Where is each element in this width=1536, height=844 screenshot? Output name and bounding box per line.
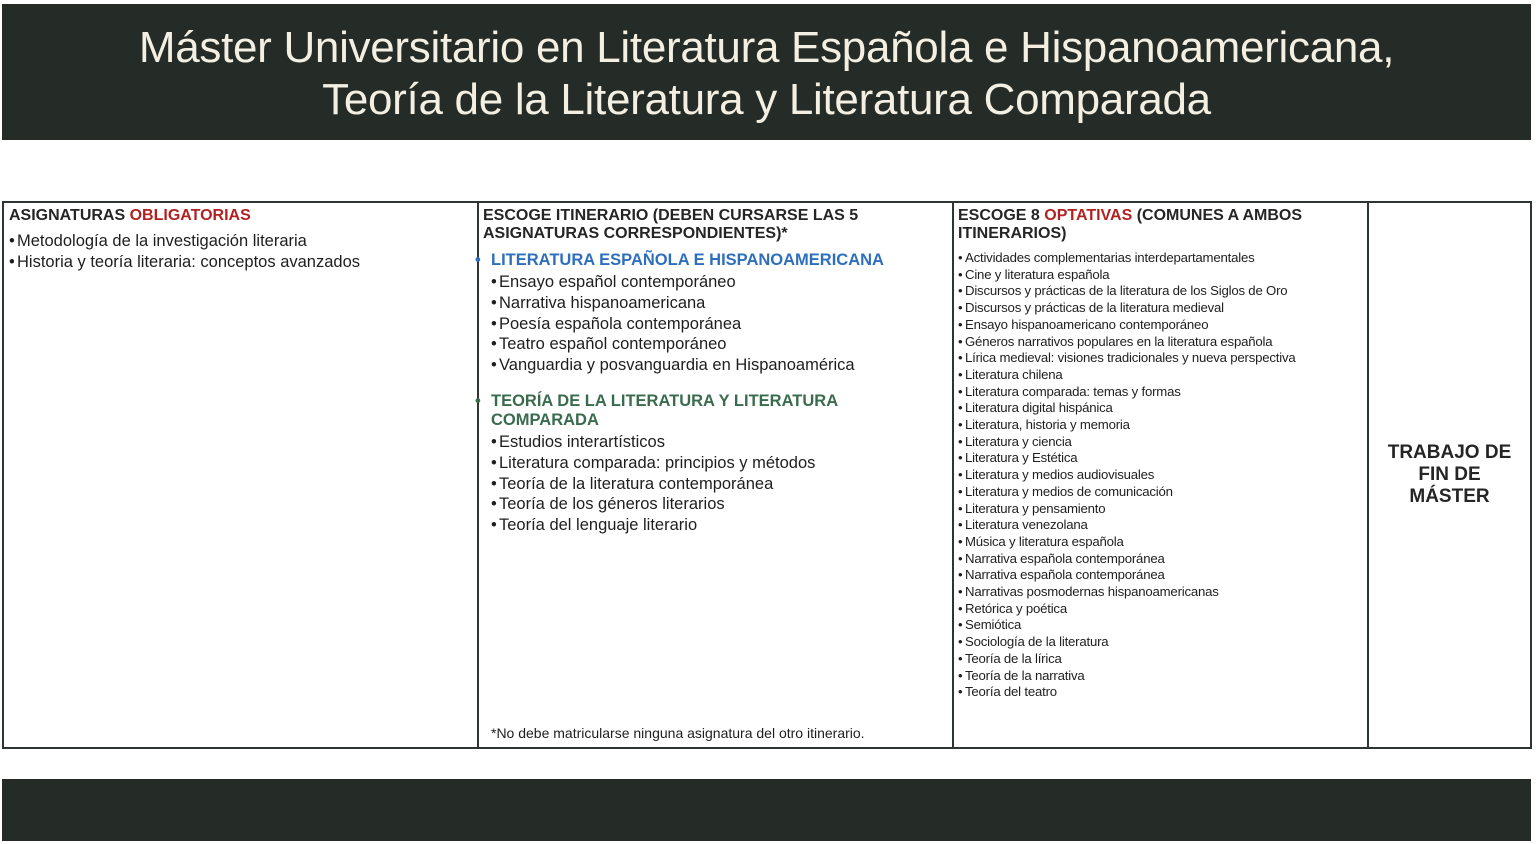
list-item-text: Narrativas posmodernas hispanoamericanas xyxy=(965,584,1219,600)
list-item-text: Lírica medieval: visiones tradicionales y nueva perspectiva xyxy=(965,350,1296,366)
list-item xyxy=(958,634,1363,651)
bullet: • xyxy=(958,667,963,683)
list-item xyxy=(958,417,1363,434)
bullet: • xyxy=(9,253,15,271)
list-item xyxy=(491,515,948,536)
track-literatura-espanola-list xyxy=(483,272,948,376)
list-item-text: Narrativa española contemporánea xyxy=(965,550,1165,566)
bullet: • xyxy=(491,314,497,333)
list-item xyxy=(958,617,1363,634)
bullet: • xyxy=(958,533,963,549)
track-teoria-list xyxy=(483,432,948,536)
list-item-text: Vanguardia y posvanguardia en Hispanoamérica xyxy=(499,356,855,375)
bullet: • xyxy=(958,517,963,533)
list-item-text: Literatura comparada: principios y métodos xyxy=(499,453,816,472)
track-teoria-title xyxy=(475,391,948,430)
list-item-text: Metodología de la investigación literaria xyxy=(17,232,307,250)
bullet: • xyxy=(491,432,497,451)
column-itinerario xyxy=(475,203,954,747)
bullet: • xyxy=(9,232,15,250)
bullet: • xyxy=(958,450,963,466)
bullet: • xyxy=(958,350,963,366)
bullet: • xyxy=(491,335,497,354)
bullet: • xyxy=(958,684,963,700)
bullet: • xyxy=(958,567,963,583)
track-literatura-espanola-title xyxy=(475,251,948,270)
bullet: • xyxy=(491,453,497,472)
list-item-text: Literatura, historia y memoria xyxy=(965,417,1130,433)
bullet: • xyxy=(491,474,497,493)
list-item-text: Estudios interartísticos xyxy=(499,432,665,451)
itinerary-footnote: *No debe matricularse ninguna asignatura del otro itinerario. xyxy=(491,725,865,741)
bullet: • xyxy=(958,316,963,332)
bullet: • xyxy=(958,400,963,416)
heading-highlight: OBLIGATORIAS xyxy=(129,207,251,224)
bullet: • xyxy=(958,600,963,616)
list-item xyxy=(958,484,1363,501)
tfm-line1: TRABAJO DE xyxy=(1387,442,1512,463)
list-item xyxy=(958,601,1363,618)
column-tfm xyxy=(1369,203,1530,747)
obligatorias-list xyxy=(9,231,472,273)
list-item xyxy=(958,267,1363,284)
list-item-text: Música y literatura española xyxy=(965,533,1124,549)
bullet: • xyxy=(958,266,963,282)
list-item-text: Actividades complementarias interdepartamentales xyxy=(965,250,1255,265)
list-item xyxy=(491,494,948,515)
bullet: • xyxy=(491,356,497,375)
bullet: • xyxy=(491,516,497,535)
list-item-text: Literatura y ciencia xyxy=(965,433,1072,449)
bullet: • xyxy=(958,300,963,316)
column-heading xyxy=(958,207,1363,243)
list-item xyxy=(491,314,948,335)
list-item xyxy=(958,517,1363,534)
tfm-line3: MÁSTER xyxy=(1409,486,1490,507)
list-item-text: Literatura venezolana xyxy=(965,517,1088,533)
footer-band xyxy=(2,779,1531,841)
list-item-text: Teoría del teatro xyxy=(965,684,1057,700)
bullet: • xyxy=(491,495,497,514)
list-item-text: Teoría de la narrativa xyxy=(965,667,1085,683)
list-item-text: Literatura comparada: temas y formas xyxy=(965,383,1181,399)
list-item-text: Literatura y medios audiovisuales xyxy=(965,467,1155,483)
column-heading xyxy=(483,207,948,243)
list-item-text: Géneros narrativos populares en la literatura española xyxy=(965,333,1273,349)
list-item xyxy=(491,355,948,376)
list-item xyxy=(491,272,948,293)
list-item-text: Teoría de la lírica xyxy=(965,650,1062,666)
list-item xyxy=(958,334,1363,351)
track-title-text: TEORÍA DE LA LITERATURA Y LITERATURA xyxy=(491,391,839,410)
list-item-text: Retórica y poética xyxy=(965,600,1067,616)
list-item xyxy=(958,384,1363,401)
list-item xyxy=(958,283,1363,300)
bullet: • xyxy=(491,273,497,291)
list-item-text: Literatura digital hispánica xyxy=(965,400,1113,416)
bullet: • xyxy=(958,433,963,449)
list-item-text: Narrativa española contemporánea xyxy=(965,567,1165,583)
list-item-text: Cine y literatura española xyxy=(965,266,1110,282)
bullet: • xyxy=(958,617,963,633)
heading-line2: ASIGNATURAS CORRESPONDIENTES)* xyxy=(483,225,788,242)
column-optativas xyxy=(954,203,1369,747)
track-title-text: LITERATURA ESPAÑOLA E HISPANOAMERICANA xyxy=(491,251,884,269)
list-item xyxy=(491,432,948,453)
list-item-text: Literatura y Estética xyxy=(965,450,1078,466)
list-item xyxy=(958,350,1363,367)
list-item xyxy=(958,467,1363,484)
track-title-line2: COMPARADA xyxy=(491,410,599,429)
list-item xyxy=(9,231,472,252)
list-item xyxy=(958,434,1363,451)
list-item-text: Historia y teoría literaria: conceptos avanzados xyxy=(17,253,361,271)
heading-highlight: OPTATIVAS xyxy=(1044,207,1133,224)
list-item xyxy=(958,551,1363,568)
bullet: • xyxy=(958,283,963,299)
list-item xyxy=(491,334,948,355)
list-item xyxy=(9,252,472,273)
optativas-list xyxy=(958,250,1363,701)
list-item-text: Teoría de la literatura contemporánea xyxy=(499,474,774,493)
list-item xyxy=(958,367,1363,384)
list-item xyxy=(958,651,1363,668)
bullet: • xyxy=(475,251,481,269)
list-item xyxy=(491,453,948,474)
bullet: • xyxy=(958,483,963,499)
heading-text: ASIGNATURAS xyxy=(9,207,130,224)
bullet: • xyxy=(958,584,963,600)
heading-suffix: (COMUNES A AMBOS xyxy=(1132,207,1303,224)
page-title-line2: Teoría de la Literatura y Literatura Comparada xyxy=(322,75,1211,124)
list-item-text: Discursos y prácticas de la literatura de los Siglos de Oro xyxy=(965,283,1288,299)
list-item-text: Teoría del lenguaje literario xyxy=(499,516,698,535)
bullet: • xyxy=(475,391,481,410)
list-item xyxy=(958,584,1363,601)
list-item-text: Teatro español contemporáneo xyxy=(499,335,727,354)
list-item xyxy=(958,567,1363,584)
bullet: • xyxy=(958,650,963,666)
list-item xyxy=(958,400,1363,417)
page-title-line1: Máster Universitario en Literatura Española e Hispanoamericana, xyxy=(138,23,1395,72)
tfm-label xyxy=(1380,442,1520,508)
list-item-text: Literatura y medios de comunicación xyxy=(965,483,1173,499)
list-item-text: Discursos y prácticas de la literatura medieval xyxy=(965,300,1224,316)
tfm-line2: FIN DE xyxy=(1418,464,1481,485)
list-item-text: Literatura chilena xyxy=(965,366,1063,382)
list-item xyxy=(958,250,1363,267)
list-item-text: Narrativa hispanoamericana xyxy=(499,293,706,312)
bullet: • xyxy=(958,500,963,516)
list-item-text: Sociología de la literatura xyxy=(965,634,1109,650)
bullet: • xyxy=(958,366,963,382)
list-item xyxy=(491,293,948,314)
bullet: • xyxy=(958,383,963,399)
heading-text: ESCOGE 8 xyxy=(958,207,1045,224)
heading-line1: ESCOGE ITINERARIO (DEBEN CURSARSE LAS 5 xyxy=(483,207,859,224)
list-item xyxy=(958,450,1363,467)
bullet: • xyxy=(958,333,963,349)
list-item xyxy=(958,501,1363,518)
curriculum-table xyxy=(2,201,1532,749)
list-item-text: Teoría de los géneros literarios xyxy=(499,495,725,514)
bullet: • xyxy=(491,293,497,312)
bullet: • xyxy=(958,634,963,650)
list-item-text: Literatura y pensamiento xyxy=(965,500,1106,516)
bullet: • xyxy=(958,550,963,566)
column-heading xyxy=(9,207,472,225)
list-item-text: Poesía española contemporánea xyxy=(499,314,742,333)
bullet: • xyxy=(958,417,963,433)
list-item-text: Ensayo hispanoamericano contemporáneo xyxy=(965,316,1209,332)
heading-line2: ITINERARIOS) xyxy=(958,225,1067,242)
list-item-text: Semiótica xyxy=(965,617,1022,633)
list-item xyxy=(491,474,948,495)
bullet: • xyxy=(958,250,963,265)
list-item xyxy=(958,668,1363,685)
list-item xyxy=(958,534,1363,551)
column-obligatorias xyxy=(4,203,479,747)
title-banner xyxy=(2,4,1531,140)
list-item xyxy=(958,684,1363,701)
list-item-text: Ensayo español contemporáneo xyxy=(499,273,736,291)
list-item xyxy=(958,317,1363,334)
bullet: • xyxy=(958,467,963,483)
list-item xyxy=(958,300,1363,317)
